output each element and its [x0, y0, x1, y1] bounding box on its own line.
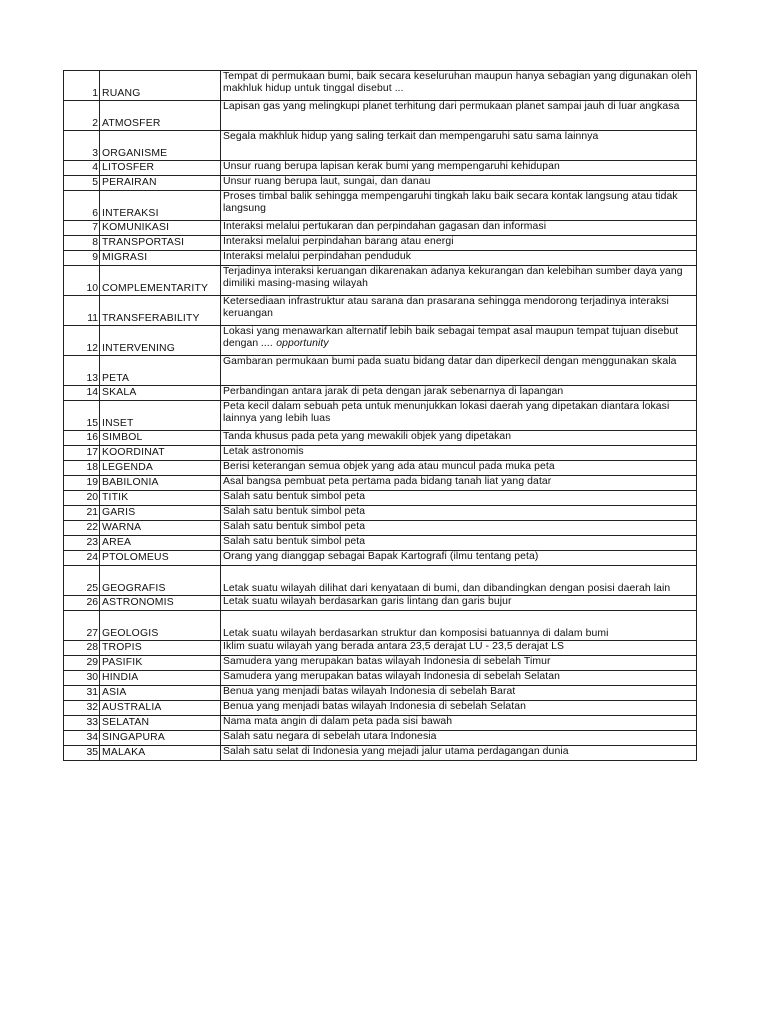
definition-cell: Orang yang dianggap sebagai Bapak Kartografi (ilmu tentang peta)	[221, 551, 697, 566]
term-cell: ASIA	[100, 686, 221, 701]
term-cell: AUSTRALIA	[100, 701, 221, 716]
term-cell: SIMBOL	[100, 431, 221, 446]
term-cell: GARIS	[100, 506, 221, 521]
term-cell: MALAKA	[100, 746, 221, 761]
definition-cell: Salah satu negara di sebelah utara Indonesia	[221, 731, 697, 746]
table-row	[64, 566, 697, 596]
table-row	[64, 671, 697, 686]
row-number: 16	[64, 431, 100, 446]
table-row	[64, 536, 697, 551]
row-number: 13	[64, 356, 100, 386]
definition-cell: Letak suatu wilayah dilihat dari kenyataan di bumi, dan dibandingkan dengan posisi daerah lain	[221, 566, 697, 596]
definition-cell: Perbandingan antara jarak di peta dengan jarak sebenarnya di lapangan	[221, 386, 697, 401]
row-number: 22	[64, 521, 100, 536]
table-row	[64, 551, 697, 566]
row-number: 3	[64, 131, 100, 161]
row-number: 2	[64, 101, 100, 131]
table-row	[64, 611, 697, 641]
row-number: 33	[64, 716, 100, 731]
table-row	[64, 461, 697, 476]
table-row	[64, 596, 697, 611]
table-row	[64, 326, 697, 356]
table-row	[64, 221, 697, 236]
row-number: 23	[64, 536, 100, 551]
term-cell: TRANSPORTASI	[100, 236, 221, 251]
table-row	[64, 266, 697, 296]
definition-cell: Tempat di permukaan bumi, baik secara keseluruhan maupun hanya sebagian yang digunakan oleh makhluk hidup untuk tinggal disebut ...	[221, 71, 697, 101]
definition-cell: Peta kecil dalam sebuah peta untuk menunjukkan lokasi daerah yang dipetakan diantara lokasi lainnya yang lebih luas	[221, 401, 697, 431]
definition-cell: Iklim suatu wilayah yang berada antara 23,5 derajat LU - 23,5 derajat LS	[221, 641, 697, 656]
row-number: 28	[64, 641, 100, 656]
term-cell: PTOLOMEUS	[100, 551, 221, 566]
glossary-table	[63, 70, 697, 761]
row-number: 11	[64, 296, 100, 326]
row-number: 8	[64, 236, 100, 251]
definition-cell: Salah satu bentuk simbol peta	[221, 536, 697, 551]
row-number: 7	[64, 221, 100, 236]
definition-cell: Letak astronomis	[221, 446, 697, 461]
row-number: 14	[64, 386, 100, 401]
table-row	[64, 476, 697, 491]
row-number: 6	[64, 191, 100, 221]
definition-cell: Samudera yang merupakan batas wilayah Indonesia di sebelah Selatan	[221, 671, 697, 686]
row-number: 17	[64, 446, 100, 461]
term-cell: AREA	[100, 536, 221, 551]
table-row	[64, 356, 697, 386]
term-cell: PETA	[100, 356, 221, 386]
definition-cell	[221, 326, 697, 356]
table-row	[64, 686, 697, 701]
term-cell: KOORDINAT	[100, 446, 221, 461]
table-row	[64, 161, 697, 176]
row-number: 32	[64, 701, 100, 716]
term-cell: SELATAN	[100, 716, 221, 731]
row-number: 29	[64, 656, 100, 671]
term-cell: INSET	[100, 401, 221, 431]
definition-cell: Unsur ruang berupa lapisan kerak bumi yang mempengaruhi kehidupan	[221, 161, 697, 176]
row-number: 19	[64, 476, 100, 491]
definition-italic-text: .... opportunity	[261, 337, 329, 349]
definition-cell: Gambaran permukaan bumi pada suatu bidang datar dan diperkecil dengan menggunakan skala	[221, 356, 697, 386]
definition-cell: Lapisan gas yang melingkupi planet terhitung dari permukaan planet sampai jauh di luar angkasa	[221, 101, 697, 131]
term-cell: GEOLOGIS	[100, 611, 221, 641]
row-number: 9	[64, 251, 100, 266]
definition-cell: Letak suatu wilayah berdasarkan struktur dan komposisi batuannya di dalam bumi	[221, 611, 697, 641]
table-row	[64, 446, 697, 461]
row-number: 15	[64, 401, 100, 431]
term-cell: INTERVENING	[100, 326, 221, 356]
term-cell: TITIK	[100, 491, 221, 506]
table-row	[64, 251, 697, 266]
row-number: 5	[64, 176, 100, 191]
term-cell: TROPIS	[100, 641, 221, 656]
table-row	[64, 71, 697, 101]
definition-cell: Salah satu bentuk simbol peta	[221, 506, 697, 521]
term-cell: MIGRASI	[100, 251, 221, 266]
definition-cell: Salah satu bentuk simbol peta	[221, 521, 697, 536]
definition-cell: Benua yang menjadi batas wilayah Indonesia di sebelah Selatan	[221, 701, 697, 716]
term-cell: PASIFIK	[100, 656, 221, 671]
table-row	[64, 746, 697, 761]
definition-cell: Terjadinya interaksi keruangan dikarenakan adanya kekurangan dan kelebihan sumber daya yang dimiliki masing-masing wilayah	[221, 266, 697, 296]
term-cell: PERAIRAN	[100, 176, 221, 191]
row-number: 34	[64, 731, 100, 746]
definition-cell: Benua yang menjadi batas wilayah Indonesia di sebelah Barat	[221, 686, 697, 701]
table-row	[64, 401, 697, 431]
definition-cell: Salah satu selat di Indonesia yang mejadi jalur utama perdagangan dunia	[221, 746, 697, 761]
definition-cell: Interaksi melalui perpindahan barang atau energi	[221, 236, 697, 251]
table-row	[64, 386, 697, 401]
definition-cell: Asal bangsa pembuat peta pertama pada bidang tanah liat yang datar	[221, 476, 697, 491]
term-cell: TRANSFERABILITY	[100, 296, 221, 326]
table-row	[64, 716, 697, 731]
term-cell: COMPLEMENTARITY	[100, 266, 221, 296]
row-number: 30	[64, 671, 100, 686]
definition-cell: Nama mata angin di dalam peta pada sisi bawah	[221, 716, 697, 731]
term-cell: SKALA	[100, 386, 221, 401]
term-cell: ORGANISME	[100, 131, 221, 161]
table-row	[64, 701, 697, 716]
row-number: 20	[64, 491, 100, 506]
table-row	[64, 521, 697, 536]
definition-cell: Letak suatu wilayah berdasarkan garis lintang dan garis bujur	[221, 596, 697, 611]
term-cell: ASTRONOMIS	[100, 596, 221, 611]
table-row	[64, 296, 697, 326]
term-cell: RUANG	[100, 71, 221, 101]
table-row	[64, 731, 697, 746]
definition-cell: Tanda khusus pada peta yang mewakili objek yang dipetakan	[221, 431, 697, 446]
row-number: 26	[64, 596, 100, 611]
table-row	[64, 236, 697, 251]
term-cell: INTERAKSI	[100, 191, 221, 221]
row-number: 27	[64, 611, 100, 641]
definition-cell: Berisi keterangan semua objek yang ada atau muncul pada muka peta	[221, 461, 697, 476]
definition-cell: Proses timbal balik sehingga mempengaruhi tingkah laku baik secara kontak langsung atau tidak langsung	[221, 191, 697, 221]
term-cell: KOMUNIKASI	[100, 221, 221, 236]
row-number: 25	[64, 566, 100, 596]
term-cell: WARNA	[100, 521, 221, 536]
term-cell: HINDIA	[100, 671, 221, 686]
table-row	[64, 491, 697, 506]
term-cell: LEGENDA	[100, 461, 221, 476]
table-row	[64, 191, 697, 221]
term-cell: SINGAPURA	[100, 731, 221, 746]
table-row	[64, 176, 697, 191]
table-row	[64, 641, 697, 656]
row-number: 24	[64, 551, 100, 566]
glossary-table-body	[64, 71, 697, 761]
definition-cell: Interaksi melalui pertukaran dan perpindahan gagasan dan informasi	[221, 221, 697, 236]
table-row	[64, 431, 697, 446]
term-cell: ATMOSFER	[100, 101, 221, 131]
definition-cell: Segala makhluk hidup yang saling terkait dan mempengaruhi satu sama lainnya	[221, 131, 697, 161]
definition-text: Lokasi yang menawarkan alternatif lebih baik sebagai tempat asal maupun tempat tujuan disebut dengan	[223, 326, 679, 349]
row-number: 4	[64, 161, 100, 176]
row-number: 21	[64, 506, 100, 521]
table-row	[64, 131, 697, 161]
term-cell: LITOSFER	[100, 161, 221, 176]
row-number: 31	[64, 686, 100, 701]
definition-cell: Salah satu bentuk simbol peta	[221, 491, 697, 506]
term-cell: BABILONIA	[100, 476, 221, 491]
table-row	[64, 506, 697, 521]
definition-cell: Ketersediaan infrastruktur atau sarana dan prasarana sehingga mendorong terjadinya interaksi keruangan	[221, 296, 697, 326]
row-number: 18	[64, 461, 100, 476]
row-number: 10	[64, 266, 100, 296]
table-row	[64, 101, 697, 131]
row-number: 12	[64, 326, 100, 356]
term-cell: GEOGRAFIS	[100, 566, 221, 596]
row-number: 1	[64, 71, 100, 101]
table-row	[64, 656, 697, 671]
definition-cell: Unsur ruang berupa laut, sungai, dan danau	[221, 176, 697, 191]
definition-cell: Interaksi melalui perpindahan penduduk	[221, 251, 697, 266]
row-number: 35	[64, 746, 100, 761]
definition-cell: Samudera yang merupakan batas wilayah Indonesia di sebelah Timur	[221, 656, 697, 671]
